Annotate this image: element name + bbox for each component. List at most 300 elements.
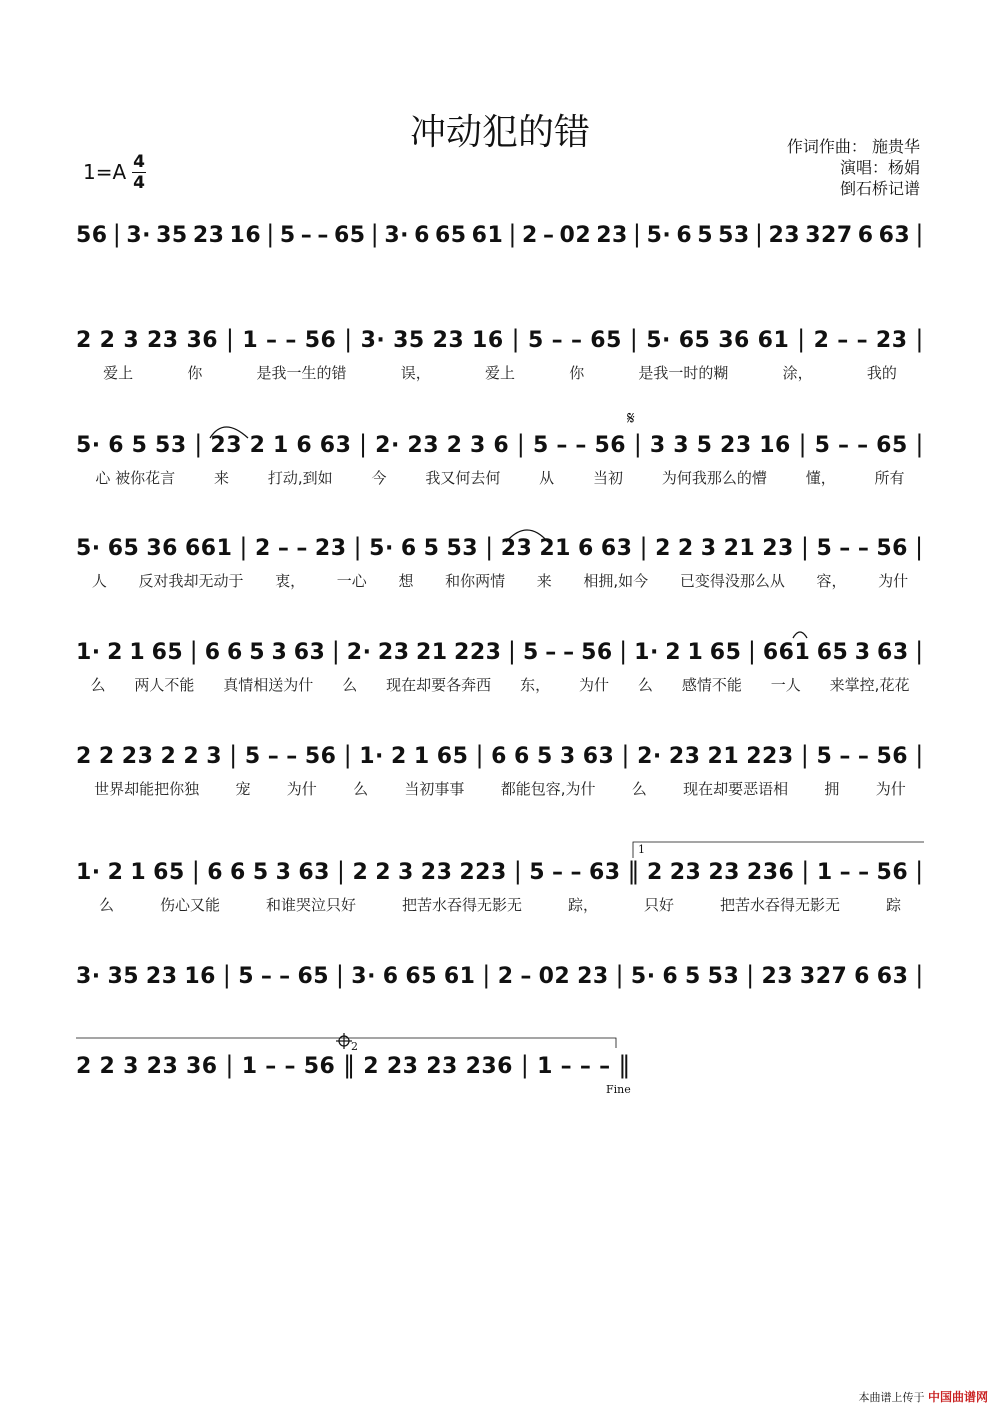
transcriber-credit: 倒石桥记谱 [839, 179, 920, 198]
lyrics-line [76, 362, 924, 383]
lyric-word: 两人不能 [134, 676, 195, 694]
song-title: 冲动犯的错 [409, 112, 590, 153]
note-group: 16 [184, 964, 216, 989]
note-group: – [858, 860, 870, 885]
score-row [76, 857, 924, 914]
note-group: 21 [539, 536, 571, 561]
barline: | [800, 741, 810, 769]
footer-text: 本曲谱上传于 [858, 1391, 925, 1404]
note-group: 16 [759, 433, 791, 458]
note-group: – [857, 536, 870, 561]
lyric-word: 为什 [875, 780, 906, 798]
lyric-word: 来 [214, 469, 230, 487]
note-group: 3 [854, 640, 871, 665]
lyric-word: 么 [90, 676, 106, 694]
lyric-word: 现在却要各奔西 [386, 676, 492, 694]
barline: | [239, 533, 249, 561]
lyrics-line [76, 674, 924, 695]
barline: | [629, 325, 639, 353]
lyric-word: 和谁哭泣只好 [265, 896, 356, 914]
barline: | [189, 637, 199, 665]
barline: | [331, 637, 341, 665]
note-group: 36 [186, 1054, 218, 1079]
note-group: 5 [532, 433, 549, 458]
site-logo: 中国曲谱网 [927, 1390, 988, 1404]
note-group: 3· [384, 223, 409, 248]
barline: | [754, 220, 764, 248]
lyric-word: 已变得没那么从 [679, 572, 785, 590]
note-group: 5 [527, 328, 544, 353]
note-group: 1· [359, 744, 384, 769]
lyric-word: 是我一时的糊 [638, 364, 729, 382]
note-group: 21 [415, 640, 448, 665]
lyric-word: 心 被你花言 [95, 469, 176, 487]
lyric-word: 一人 [770, 676, 801, 694]
note-group: 2 [249, 433, 266, 458]
lyric-word: 容， [816, 572, 847, 590]
lyrics-line [76, 778, 924, 799]
note-group: 21 [723, 536, 756, 561]
note-group: 2 [391, 744, 407, 769]
note-group: 2 [655, 536, 671, 561]
score-row [76, 220, 924, 262]
note-group: 23 [762, 536, 794, 561]
note-group: 5 [423, 536, 440, 561]
note-group: 2 [99, 328, 116, 353]
barline: | [370, 220, 380, 248]
lyric-word: 衷， [275, 572, 306, 590]
note-group: 5 [249, 640, 266, 665]
melody-line [76, 1051, 631, 1079]
note-group: 1 [241, 1054, 258, 1079]
note-group: 65 [297, 964, 330, 989]
note-group: 6 [108, 433, 125, 458]
note-group: 3 [700, 536, 717, 561]
note-group: 5 [816, 744, 833, 769]
coda-icon [339, 1036, 349, 1046]
note-group: 5 [529, 860, 546, 885]
note-group: – [857, 433, 869, 458]
note-group: 53 [718, 223, 750, 248]
note-group: 23 [432, 328, 465, 353]
lyric-word: 你 [187, 364, 203, 382]
note-group: 65 [436, 744, 469, 769]
note-group: 53 [155, 433, 187, 458]
note-group: 2 [375, 860, 392, 885]
barline: | [513, 857, 523, 885]
note-group: 23 [121, 744, 154, 769]
note-group: 35 [107, 964, 140, 989]
barline: ‖ [618, 1051, 631, 1079]
note-group: – [570, 328, 583, 353]
note-group: 6 [857, 223, 874, 248]
barline: | [343, 741, 353, 769]
barline: | [621, 741, 631, 769]
note-group: 2 [76, 744, 92, 769]
barline: | [508, 220, 517, 248]
note-group: – [856, 328, 869, 353]
lyric-word: 只好 [643, 896, 674, 914]
note-group: 61 [471, 223, 504, 248]
lyric-word: 来 [536, 572, 552, 590]
time-signature [132, 153, 146, 192]
note-group: 3· [360, 328, 386, 353]
note-group: 5 [252, 860, 269, 885]
barline: | [915, 430, 924, 458]
note-group: – [563, 640, 575, 665]
note-group: 6 [491, 744, 507, 769]
note-group: 6 [230, 860, 246, 885]
lyric-word: 我又何去何 [425, 469, 501, 487]
credits [787, 136, 920, 199]
lyrics-line [76, 894, 924, 915]
note-group: – [857, 744, 870, 769]
note-group: 6 [226, 640, 243, 665]
note-group: 5 [279, 223, 296, 248]
note-group: 5 [244, 744, 261, 769]
note-group: 61 [757, 328, 790, 353]
note-group: 65 [709, 640, 742, 665]
note-group: 6 [400, 536, 417, 561]
note-group: 23 [577, 964, 609, 989]
note-group: – [260, 964, 273, 989]
lyric-word: 真情相送为什 [223, 676, 314, 694]
note-group: 5 [238, 964, 255, 989]
barline: | [511, 325, 521, 353]
coda-2-label: 2 [351, 1040, 358, 1053]
note-group: 3 [123, 1054, 139, 1079]
note-group: 23 [386, 1054, 419, 1079]
note-group: – [300, 223, 313, 248]
note-group: 65 [107, 536, 140, 561]
score-row [76, 325, 924, 382]
barline: | [191, 857, 201, 885]
barline: | [915, 325, 924, 353]
note-group: 5· [646, 223, 672, 248]
note-group: 2 [98, 744, 115, 769]
lyric-word: 我的 [866, 364, 897, 382]
note-group: – [317, 223, 329, 248]
barline: | [915, 637, 924, 665]
note-group: 23 [720, 433, 752, 458]
barline: | [520, 1051, 530, 1079]
segno-icon: 𝄋 [627, 408, 635, 429]
barline: | [482, 961, 491, 989]
barline: | [222, 961, 232, 989]
note-group: – [570, 860, 582, 885]
note-group: – [552, 860, 564, 885]
barline: | [633, 430, 643, 458]
note-group: 5 [696, 433, 713, 458]
lyric-word: 为什 [878, 572, 909, 590]
melody-line [76, 430, 924, 458]
barline: | [358, 430, 368, 458]
score-row [76, 533, 924, 590]
note-group: 2 [446, 433, 463, 458]
barline: | [800, 533, 810, 561]
fine-marking: Fine [606, 1083, 631, 1096]
note-group: 63 [293, 640, 326, 665]
footer [858, 1388, 988, 1405]
note-group: 23 [500, 536, 533, 561]
note-group: 56 [76, 223, 108, 248]
note-group: 5 [536, 744, 553, 769]
note-group: 1 [130, 860, 147, 885]
note-group: 2 [813, 328, 830, 353]
note-group: 1 [413, 744, 430, 769]
note-group: 1 [129, 640, 146, 665]
note-group: – [520, 964, 532, 989]
note-group: – [279, 964, 291, 989]
barline: | [632, 220, 642, 248]
score-row [76, 961, 924, 1003]
note-group: 23 [146, 1054, 179, 1079]
barline: | [615, 961, 625, 989]
lyrics-line [76, 570, 924, 591]
note-group: 23 [146, 328, 179, 353]
lyric-word: 是我一生的错 [256, 364, 347, 382]
lyric-word: 么 [342, 676, 358, 694]
note-group: 23 [377, 640, 410, 665]
barline: | [336, 857, 346, 885]
lyric-word: 踪 [885, 896, 901, 914]
note-group: – [296, 536, 308, 561]
barline: | [475, 741, 485, 769]
note-group: – [839, 744, 851, 769]
barline: | [747, 637, 757, 665]
barline: | [194, 430, 203, 458]
note-group: 23 [596, 223, 628, 248]
note-group: 3· [351, 964, 376, 989]
note-group: 2 [76, 328, 92, 353]
note-group: 236 [746, 860, 795, 885]
lyric-word: 把苦水吞得无影无 [401, 896, 522, 914]
note-group: 61 [443, 964, 476, 989]
note-group: 56 [876, 536, 908, 561]
note-group: 1 [273, 433, 289, 458]
note-group: 6 [296, 433, 313, 458]
lyric-word: 么 [98, 896, 114, 914]
note-group: 53 [707, 964, 740, 989]
note-group: 2 [99, 1054, 116, 1079]
note-group: 6 [207, 860, 224, 885]
barline: | [353, 533, 363, 561]
barline: | [798, 430, 808, 458]
lyric-word: 懂， [805, 469, 836, 487]
lyric-word: 人 [91, 572, 107, 590]
note-group: 2 [107, 860, 124, 885]
note-group: – [556, 433, 568, 458]
note-group: 36 [186, 328, 219, 353]
note-group: 2 [497, 964, 514, 989]
note-group: 223 [746, 744, 794, 769]
note-group: 223 [454, 640, 502, 665]
barline: | [335, 961, 345, 989]
barline: ‖ [627, 857, 641, 885]
note-group: 23 [145, 964, 178, 989]
note-group: 3· [126, 223, 152, 248]
note-group: 23 [407, 433, 440, 458]
note-group: 661 [762, 640, 811, 665]
note-group: 63 [298, 860, 330, 885]
note-group: 2 [352, 860, 369, 885]
lyric-word: 拥 [824, 780, 840, 798]
note-group: 3 [123, 328, 140, 353]
note-group: 236 [465, 1054, 513, 1079]
note-group: 661 [184, 536, 233, 561]
note-group: – [838, 433, 850, 458]
note-group: 02 [559, 223, 592, 248]
note-group: 23 [761, 964, 794, 989]
note-group: – [542, 223, 555, 248]
note-group: 3 [649, 433, 666, 458]
barline: | [915, 741, 924, 769]
note-group: 23 [768, 223, 801, 248]
note-group: 3· [76, 964, 101, 989]
note-group: – [284, 1054, 296, 1079]
note-group: – [545, 640, 557, 665]
note-group: 6 [382, 964, 399, 989]
singer-credit: 演唱：杨娟 [839, 158, 920, 177]
note-group: 6 [414, 223, 430, 248]
lyric-word: 从 [539, 469, 555, 487]
barline: ‖ [343, 1051, 356, 1079]
melody-line [76, 325, 924, 353]
note-group: – [551, 328, 564, 353]
lyric-word: 一心 [336, 572, 367, 590]
note-group: 1· [76, 860, 101, 885]
melody-line [76, 220, 924, 248]
note-group: 63 [600, 536, 633, 561]
key-signature: 1=A [83, 160, 127, 184]
note-group: 65 [678, 328, 711, 353]
note-group: 6 [662, 964, 679, 989]
note-group: 53 [446, 536, 479, 561]
note-group: 16 [472, 328, 504, 353]
lyric-word: 爱上 [484, 364, 515, 382]
lyric-word: 相拥,如今 [583, 572, 649, 590]
barline: | [801, 857, 810, 885]
lyric-word: 么 [631, 780, 647, 798]
lyric-word: 世界却能把你独 [94, 780, 200, 798]
lyric-word: 和你两情 [445, 572, 506, 590]
score-row [76, 430, 924, 487]
score-row [76, 637, 924, 694]
note-group: – [837, 328, 849, 353]
barline: | [266, 220, 275, 248]
note-group: 5 [685, 964, 701, 989]
note-group: 3 [559, 744, 576, 769]
volta-1-label: 1 [638, 843, 645, 856]
lyric-word: 把苦水吞得无影无 [719, 896, 840, 914]
barline: | [746, 961, 755, 989]
note-group: – [277, 536, 290, 561]
barline: | [516, 430, 526, 458]
barline: | [485, 533, 494, 561]
lyric-word: 今 [371, 469, 387, 487]
note-group: – [285, 328, 297, 353]
lyric-word: 当初事事 [404, 780, 465, 798]
volta-2-bracket [76, 1038, 616, 1048]
note-group: – [560, 1054, 573, 1079]
note-group: 2 [665, 640, 682, 665]
note-group: 23 [875, 328, 908, 353]
note-group: 23 [669, 860, 702, 885]
barline: | [797, 325, 806, 353]
note-group: 65 [333, 223, 366, 248]
barline: | [344, 325, 353, 353]
note-group: 2 [107, 640, 123, 665]
note-group: 23 [668, 744, 701, 769]
melody-line [76, 857, 924, 885]
note-group: 23 [420, 860, 453, 885]
note-group: 56 [594, 433, 627, 458]
note-group: – [267, 744, 280, 769]
lyric-word: 么 [637, 676, 653, 694]
note-group: – [575, 433, 587, 458]
lyric-word: 爱上 [103, 364, 134, 382]
melody-line [76, 961, 924, 989]
lyric-word: 现在却要恶语相 [683, 780, 789, 798]
melody-line [76, 533, 924, 561]
barline: | [915, 220, 924, 248]
lyric-word: 误， [400, 364, 431, 382]
note-group: 65 [405, 964, 438, 989]
score-row [76, 741, 924, 798]
note-group: 5· [369, 536, 394, 561]
lyric-word: 伤心又能 [159, 896, 220, 914]
note-group: 65 [816, 640, 849, 665]
note-group: 1 [537, 1054, 553, 1079]
barline: | [915, 961, 924, 989]
note-group: 6 [676, 223, 693, 248]
note-group: 2· [637, 744, 662, 769]
barline: | [915, 857, 924, 885]
lyric-word: 为什 [286, 780, 317, 798]
note-group: 63 [588, 860, 621, 885]
note-group: 5 [816, 536, 833, 561]
note-group: 223 [459, 860, 507, 885]
note-group: 65 [590, 328, 622, 353]
note-group: 63 [877, 640, 909, 665]
barline: | [914, 533, 924, 561]
note-group: – [265, 1054, 277, 1079]
lyric-word: 当初 [593, 469, 624, 487]
note-group: 2 [522, 223, 538, 248]
barline: | [225, 1051, 234, 1079]
note-group: 5 [814, 433, 831, 458]
note-group: 3 [275, 860, 292, 885]
lyric-word: 为什 [578, 676, 609, 694]
lyric-word: 涂， [782, 364, 813, 382]
note-group: 2 [255, 536, 271, 561]
barline: | [507, 637, 517, 665]
lyric-word: 你 [569, 364, 585, 382]
lyric-word: 所有 [874, 469, 905, 487]
note-group: 2 [363, 1054, 380, 1079]
note-group: 3 [206, 744, 223, 769]
lyric-word: 都能包容,为什 [500, 780, 596, 798]
note-group: 56 [303, 1054, 336, 1079]
lyric-word: 打动,到如 [267, 469, 333, 487]
note-group: 63 [319, 433, 352, 458]
lyric-word: 想 [398, 572, 414, 590]
note-group: – [286, 744, 298, 769]
note-group: – [839, 536, 851, 561]
note-group: 5 [697, 223, 714, 248]
note-group: 63 [582, 744, 615, 769]
note-group: 6 [514, 744, 530, 769]
